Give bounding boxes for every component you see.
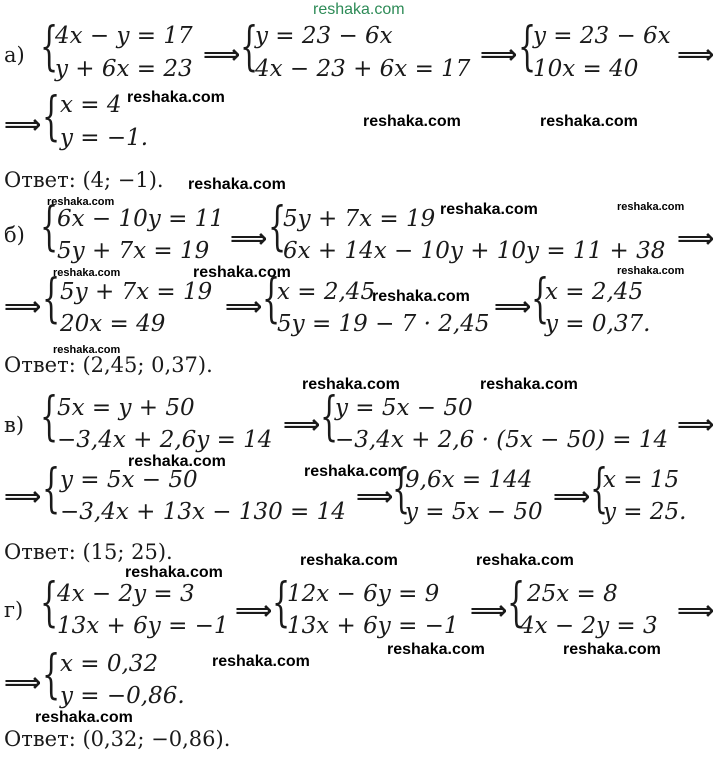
watermark: reshaka.com (440, 201, 538, 218)
implies-icon: ⟹ (494, 292, 532, 322)
watermark: reshaka.com (387, 641, 485, 658)
eq-b-5-1: x = 2,45 (545, 279, 644, 305)
eq-v-2-2: −3,4x + 2,6 · (5x − 50) = 14 (335, 427, 669, 453)
eq-a-1-2: y + 6x = 23 (55, 56, 193, 82)
watermark: reshaka.com (193, 264, 291, 281)
eq-b-2-1: 5y + 7x = 19 (283, 206, 436, 232)
eq-b-4-2: 5y = 19 − 7 · 2,45 (277, 311, 490, 337)
eq-b-5-2: y = 0,37. (545, 311, 651, 337)
eq-a-3-2: 10x = 40 (533, 56, 639, 82)
site-header: reshaka.com (313, 1, 405, 18)
implies-icon: ⟹ (677, 596, 715, 626)
brace-icon: { (518, 17, 537, 77)
watermark: reshaka.com (617, 201, 685, 213)
eq-v-1-2: −3,4x + 2,6y = 14 (57, 427, 273, 453)
answer-a: Ответ: (4; −1). (4, 168, 164, 192)
brace-icon: { (531, 269, 550, 329)
implies-icon: ⟹ (203, 40, 241, 70)
label-g: г) (4, 598, 24, 622)
watermark: reshaka.com (302, 376, 400, 393)
implies-icon: ⟹ (553, 482, 591, 512)
eq-g-2-2: 13x + 6y = −1 (287, 613, 459, 639)
watermark: reshaka.com (212, 653, 310, 670)
implies-icon: ⟹ (4, 482, 42, 512)
brace-icon: { (272, 573, 291, 633)
watermark: reshaka.com (127, 89, 225, 106)
brace-icon: { (42, 459, 61, 519)
label-b: б) (4, 223, 25, 247)
brace-icon: { (42, 645, 61, 705)
brace-icon: { (268, 197, 287, 257)
brace-icon: { (507, 573, 526, 633)
label-a: а) (4, 43, 25, 67)
eq-b-3-1: 5y + 7x = 19 (60, 279, 213, 305)
label-v: в) (4, 413, 25, 437)
implies-icon: ⟹ (235, 596, 273, 626)
eq-a-3-1: y = 23 − 6x (533, 23, 671, 49)
brace-icon: { (40, 387, 59, 447)
eq-a-2-1: y = 23 − 6x (255, 23, 393, 49)
implies-icon: ⟹ (4, 292, 42, 322)
brace-icon: { (40, 17, 59, 77)
watermark: reshaka.com (128, 453, 226, 470)
eq-a-4-1: x = 4 (60, 92, 122, 118)
eq-b-4-1: x = 2,45 (277, 279, 376, 305)
eq-g-4-2: y = −0,86. (60, 683, 185, 709)
eq-g-3-1: 25x = 8 (527, 581, 618, 607)
eq-a-1-1: 4x − y = 17 (55, 23, 193, 49)
eq-g-1-2: 13x + 6y = −1 (57, 613, 229, 639)
implies-icon: ⟹ (4, 110, 42, 140)
brace-icon: { (42, 87, 61, 147)
implies-icon: ⟹ (225, 292, 263, 322)
watermark: reshaka.com (53, 344, 121, 356)
implies-icon: ⟹ (677, 40, 715, 70)
implies-icon: ⟹ (677, 410, 715, 440)
eq-b-2-2: 6x + 14x − 10y + 10y = 11 + 38 (283, 238, 666, 264)
brace-icon: { (240, 17, 259, 77)
eq-v-2-1: y = 5x − 50 (335, 395, 473, 421)
answer-v: Ответ: (15; 25). (4, 540, 173, 564)
watermark: reshaka.com (540, 113, 638, 130)
watermark: reshaka.com (47, 196, 115, 208)
eq-b-1-1: 6x − 10y = 11 (57, 206, 224, 232)
watermark: reshaka.com (476, 552, 574, 569)
answer-b: Ответ: (2,45; 0,37). (4, 353, 213, 377)
implies-icon: ⟹ (356, 482, 394, 512)
eq-g-2-1: 12x − 6y = 9 (287, 581, 440, 607)
brace-icon: { (262, 269, 281, 329)
watermark: reshaka.com (617, 265, 685, 277)
implies-icon: ⟹ (677, 224, 715, 254)
implies-icon: ⟹ (480, 40, 518, 70)
watermark: reshaka.com (363, 113, 461, 130)
brace-icon: { (40, 197, 59, 257)
watermark: reshaka.com (35, 709, 133, 726)
watermark: reshaka.com (188, 176, 286, 193)
eq-v-1-1: 5x = y + 50 (57, 395, 195, 421)
eq-g-1-1: 4x − 2y = 3 (57, 581, 195, 607)
brace-icon: { (40, 573, 59, 633)
brace-icon: { (392, 459, 411, 519)
implies-icon: ⟹ (230, 224, 268, 254)
eq-a-2-2: 4x − 23 + 6x = 17 (255, 56, 471, 82)
eq-v-3-2: −3,4x + 13x − 130 = 14 (60, 499, 346, 525)
brace-icon: { (590, 459, 609, 519)
watermark: reshaka.com (480, 376, 578, 393)
watermark: reshaka.com (300, 552, 398, 569)
eq-v-5-2: y = 25. (603, 499, 687, 525)
eq-v-5-1: x = 15 (603, 467, 680, 493)
eq-g-4-1: x = 0,32 (60, 651, 159, 677)
implies-icon: ⟹ (470, 596, 508, 626)
watermark: reshaka.com (53, 267, 121, 279)
implies-icon: ⟹ (4, 668, 42, 698)
eq-b-3-2: 20x = 49 (60, 311, 166, 337)
watermark: reshaka.com (563, 641, 661, 658)
eq-a-4-2: y = −1. (60, 125, 149, 151)
watermark: reshaka.com (125, 564, 223, 581)
implies-icon: ⟹ (283, 410, 321, 440)
eq-v-4-1: 9,6x = 144 (405, 467, 533, 493)
eq-v-3-1: y = 5x − 50 (60, 467, 198, 493)
eq-b-1-2: 5y + 7x = 19 (57, 238, 210, 264)
watermark: reshaka.com (372, 288, 470, 305)
brace-icon: { (42, 269, 61, 329)
eq-g-3-2: 4x − 2y = 3 (520, 613, 658, 639)
answer-g: Ответ: (0,32; −0,86). (4, 727, 231, 751)
brace-icon: { (320, 387, 339, 447)
watermark: reshaka.com (304, 463, 402, 480)
eq-v-4-2: y = 5x − 50 (405, 499, 543, 525)
